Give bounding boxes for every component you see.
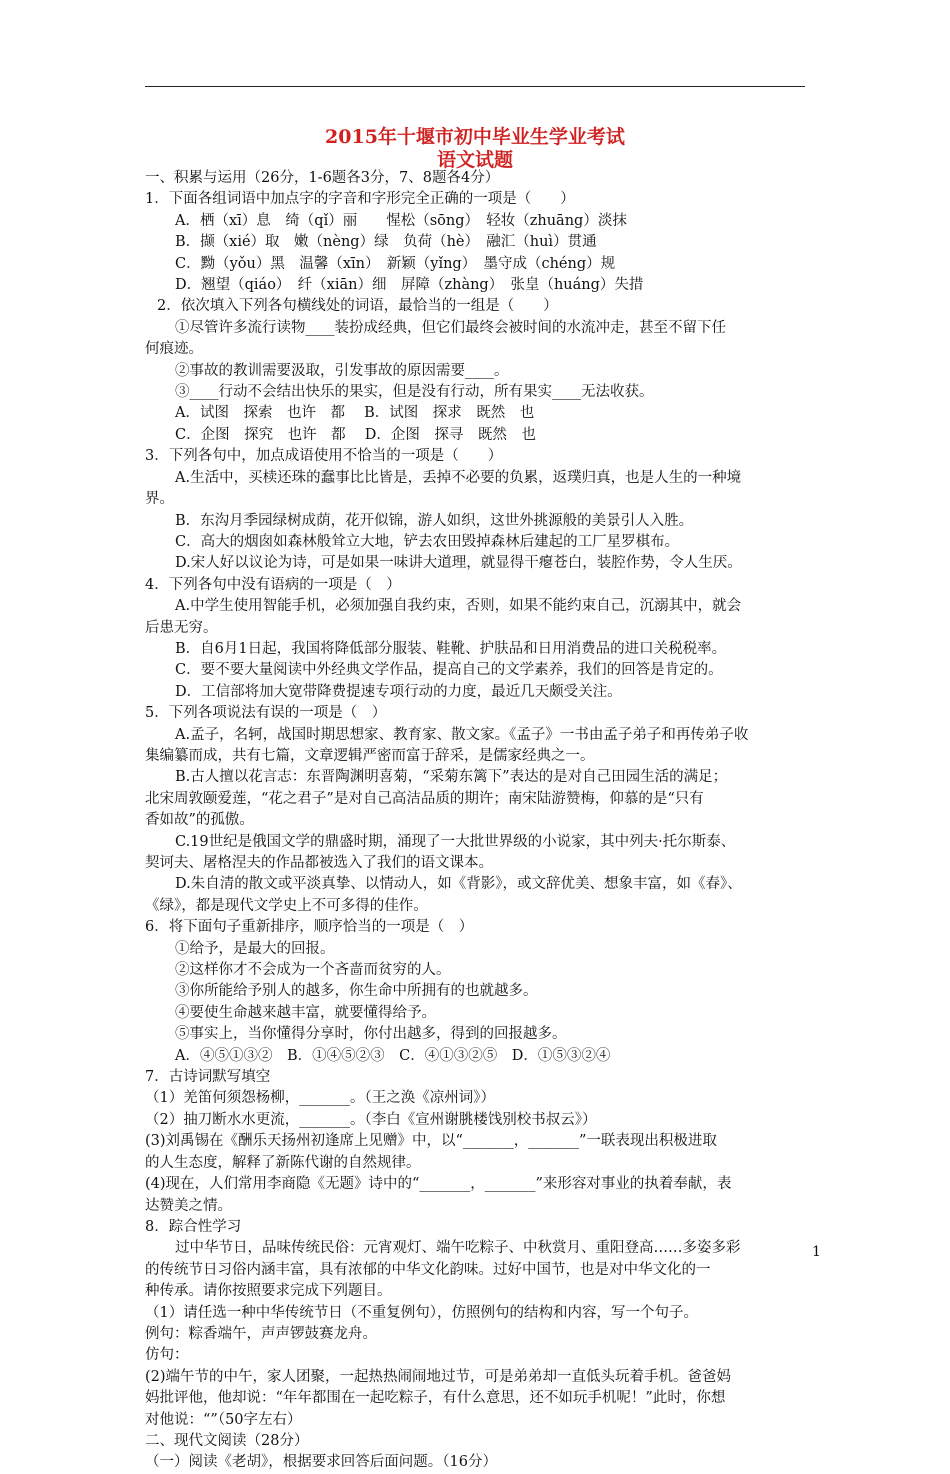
text-line: 的传统节日习俗内涵丰富，具有浓郁的中华文化韵味。过好中国节，也是对中华文化的一 xyxy=(145,1261,711,1278)
text-line: （一）阅读《老胡》，根据要求回答后面问题。（16分） xyxy=(145,1454,497,1471)
text-line: ③____行动不会结出快乐的果实，但是没有行动，所有果实____无法收获。 xyxy=(175,384,654,401)
text-line: 一、积累与运用（26分，1-6题各3分，7、8题各4分） xyxy=(145,170,500,186)
text-line: A.生活中，买椟还珠的蠢事比比皆是，丢掉不必要的负累，返璞归真，也是人生的一种境 xyxy=(175,469,742,486)
text-line: B.古人擅以花言志：东晋陶渊明喜菊，“采菊东篱下”表达的是对自己田园生活的满足； xyxy=(175,769,728,786)
text-line: B．自6月1日起，我国将降低部分服装、鞋靴、护肤品和日用消费品的进口关税税率。 xyxy=(175,640,727,657)
text-line: 1．下面各组词语中加点字的字音和字形完全正确的一项是（ ） xyxy=(145,191,575,208)
text-line: 的人生态度，解释了新陈代谢的自然规律。 xyxy=(145,1154,421,1171)
text-line: ①给予，是最大的回报。 xyxy=(175,940,335,957)
text-line: 集编纂而成，共有七篇，文章逻辑严密而富于辞采，是儒家经典之一。 xyxy=(145,747,595,764)
text-line: A．试图 探索 也许 都 B．试图 探求 既然 也 xyxy=(175,405,535,422)
text-line: A．栖（xī）息 绮（qǐ）丽 惺松（sōng） 轻妆（zhuāng）淡抹 xyxy=(175,212,627,229)
text-line: D．翘望（qiáo） 纤（xiān）细 屏障（zhàng） 张皇（huáng）失措 xyxy=(175,277,644,294)
text-line: 4．下列各句中没有语病的一项是（ ） xyxy=(145,576,401,593)
text-line: （1）请任选一种中华传统节日（不重复例句），仿照例句的结构和内容，写一个句子。 xyxy=(145,1304,698,1321)
text-line: B．撷（xié）取 嫩（nèng）绿 负荷（hè） 融汇（huì）贯通 xyxy=(175,234,597,251)
text-line: ③你所能给予别人的越多，你生命中所拥有的也就越多。 xyxy=(175,983,538,1000)
text-line: 过中华节日，品味传统民俗：元宵观灯、端午吃粽子、中秋赏月、重阳登高……多姿多彩 xyxy=(175,1240,741,1257)
text-line: D．工信部将加大宽带降费提速专项行动的力度，最近几天颇受关注。 xyxy=(175,683,622,700)
text-line: C．要不要大量阅读中外经典文学作品，提高自己的文学素养，我们的回答是肯定的。 xyxy=(175,662,723,679)
text-line: 例句：粽香端午，声声锣鼓赛龙舟。 xyxy=(145,1325,377,1342)
text-line: 二、现代文阅读（28分） xyxy=(145,1432,309,1449)
text-line: 妈批评他，他却说：“年年都围在一起吃粽子，有什么意思，还不如玩手机呢！”此时，你想 xyxy=(145,1390,726,1407)
header-rule xyxy=(145,86,805,87)
text-line: B．东沟月季园绿树成荫，花开似锦，游人如织，这世外挑源般的美景引人入胜。 xyxy=(175,512,694,529)
text-line: 仿句： xyxy=(145,1347,189,1364)
text-line: 界。 xyxy=(145,491,174,508)
text-line: A.中学生使用智能手机，必须加强自我约束，否则，如果不能约束自己，沉溺其中，就会 xyxy=(175,598,742,615)
text-line: C．黝（yǒu）黑 温馨（xīn） 新颖（yǐng） 墨守成（chéng）规 xyxy=(175,255,616,272)
text-line: (3)刘禹锡在《酬乐天扬州初逢席上见赠》中，以“_______，_______”一联表现出积极进取 xyxy=(145,1133,717,1150)
text-line: 北宋周敦颐爱莲，“花之君子”是对自己高洁品质的期许；南宋陆游赞梅，仰慕的是“只有 xyxy=(145,790,704,807)
text-line: 契诃夫、屠格涅夫的作品都被选入了我们的语文课本。 xyxy=(145,855,493,871)
text-line: ②这样你才不会成为一个吝啬而贫穷的人。 xyxy=(175,962,451,979)
text-line: （2）抽刀断水水更流，_______。（李白《宣州谢朓楼饯别校书叔云》） xyxy=(145,1111,597,1128)
exam-subtitle: 语文试题 xyxy=(436,149,513,171)
text-line: 对他说：“”（50字左右） xyxy=(145,1411,302,1428)
text-line: (4)现在，人们常用李商隐《无题》诗中的“_______，_______”来形容对事业的执着奉献，表 xyxy=(145,1176,732,1193)
text-line: 5．下列各项说法有误的一项是（ ） xyxy=(145,705,387,722)
text-line: ⑤事实上，当你懂得分享时，你付出越多，得到的回报越多。 xyxy=(175,1026,567,1043)
text-line: 6．将下面句子重新排序，顺序恰当的一项是（ ） xyxy=(145,919,474,936)
text-line: ①尽管许多流行读物____装扮成经典，但它们最终会被时间的水流冲走，甚至不留下任 xyxy=(175,319,726,336)
text-line: 香如故”的孤傲。 xyxy=(145,812,254,829)
text-line: 7．古诗词默写填空 xyxy=(145,1069,271,1086)
page-number: 1 xyxy=(812,1244,821,1260)
text-line: （1）羌笛何须怨杨柳，_______。（王之涣《凉州词》） xyxy=(145,1090,495,1107)
text-line: 《绿》，都是现代文学史上不可多得的佳作。 xyxy=(145,897,428,914)
text-line: A.孟子，名轲，战国时期思想家、教育家、散文家。《孟子》一书由孟子弟子和再传弟子收 xyxy=(175,726,749,743)
text-line: 何痕迹。 xyxy=(145,341,203,358)
text-line: D.宋人好以议论为诗，可是如果一味讲大道理，就显得干瘪苍白，装腔作势，令人生厌。 xyxy=(175,555,742,572)
text-line: 2．依次填入下列各句横线处的词语，最恰当的一组是（ ） xyxy=(157,298,558,315)
text-line: A．④⑤①③② B．①④⑤②③ C．④①③②⑤ D．①⑤③②④ xyxy=(175,1047,611,1064)
text-line: C．高大的烟囱如森林般耸立大地，铲去农田毁掉森林后建起的工厂星罗棋布。 xyxy=(175,533,680,550)
text-line: 3．下列各句中，加点成语使用不恰当的一项是（ ） xyxy=(145,448,503,465)
text-line: ④要使生命越来越丰富，就要懂得给予。 xyxy=(175,1004,436,1021)
exam-title: 2015年十堰市初中毕业生学业考试 xyxy=(325,126,625,148)
exam-body xyxy=(145,168,811,1474)
text-line: D.朱自清的散文或平淡真挚、以情动人，如《背影》，或文辞优美、想象丰富，如《春》、 xyxy=(175,876,742,893)
text-line: C．企图 探究 也许 都 D．企图 探寻 既然 也 xyxy=(175,426,536,443)
text-line: 8．踪合性学习 xyxy=(145,1218,242,1235)
text-line: ②事故的教训需要汲取，引发事故的原因需要____。 xyxy=(175,362,509,379)
text-line: C.19世纪是俄国文学的鼎盛时期，涌现了一大批世界级的小说家，其中列夫·托尔斯泰、 xyxy=(175,833,736,850)
text-line: 后患无穷。 xyxy=(145,619,218,636)
text-line: (2)端午节的中午，家人团聚，一起热热闹闹地过节，可是弟弟却一直低头玩着手机。爸爸妈 xyxy=(145,1368,732,1385)
text-line: 达赞美之情。 xyxy=(145,1197,232,1214)
text-line: 种传承。请你按照要求完成下列题目。 xyxy=(145,1283,392,1300)
